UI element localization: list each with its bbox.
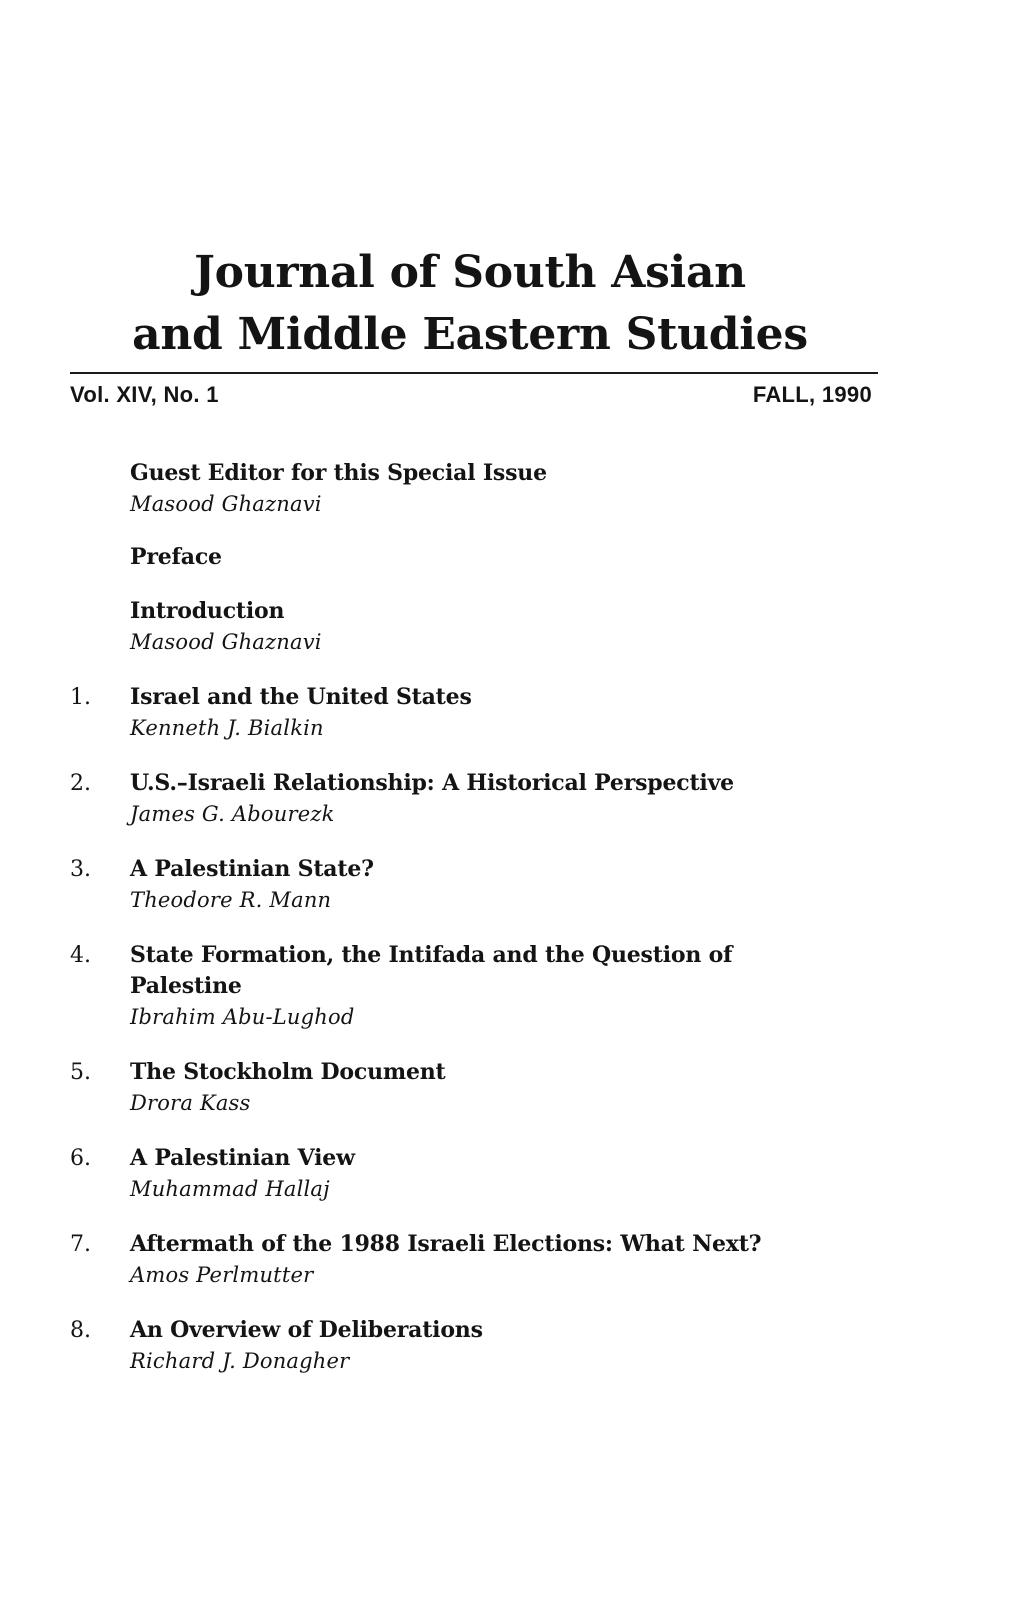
toc-entry-preface xyxy=(60,542,880,573)
toc-entry-article-1 xyxy=(60,682,880,743)
entry-number: 6. xyxy=(70,1146,91,1171)
entry-title: A Palestinian State? xyxy=(130,856,374,882)
entry-author: Amos Perlmutter xyxy=(130,1263,314,1287)
entry-author: Drora Kass xyxy=(130,1091,251,1115)
entry-title: State Formation, the Intifada and the Question of Palestine xyxy=(130,942,733,999)
toc-entry-guest-editor xyxy=(60,458,880,519)
issue-date: FALL, 1990 xyxy=(752,382,872,407)
toc-entry-introduction xyxy=(60,596,880,657)
title-rule xyxy=(70,372,878,374)
entry-title: U.S.–Israeli Relationship: A Historical Perspective xyxy=(130,770,734,796)
entry-number: 2. xyxy=(70,771,91,796)
entry-title: Aftermath of the 1988 Israeli Elections: What Next? xyxy=(130,1231,762,1257)
journal-title-line-1: Journal of South Asian xyxy=(194,247,746,298)
entry-author: Kenneth J. Bialkin xyxy=(130,716,324,740)
entry-author: Theodore R. Mann xyxy=(130,888,332,912)
table-of-contents xyxy=(60,458,880,1376)
entry-title: Introduction xyxy=(130,598,285,624)
entry-author: Masood Ghaznavi xyxy=(130,492,322,516)
entry-author: Ibrahim Abu-Lughod xyxy=(130,1005,355,1029)
toc-entry-article-6 xyxy=(60,1143,880,1204)
entry-number: 8. xyxy=(70,1318,91,1343)
entry-title: Israel and the United States xyxy=(130,684,472,710)
journal-title xyxy=(60,242,880,366)
entry-title: The Stockholm Document xyxy=(130,1059,446,1085)
entry-title: A Palestinian View xyxy=(130,1145,355,1171)
toc-entry-article-5 xyxy=(60,1057,880,1118)
toc-entry-article-3 xyxy=(60,854,880,915)
entry-author: Richard J. Donagher xyxy=(130,1349,350,1373)
toc-entry-article-7 xyxy=(60,1229,880,1290)
entry-author: James G. Abourezk xyxy=(130,802,335,826)
toc-entry-article-2 xyxy=(60,768,880,829)
entry-number: 5. xyxy=(70,1060,91,1085)
entry-author: Masood Ghaznavi xyxy=(130,630,322,654)
entry-author: Muhammad Hallaj xyxy=(130,1177,330,1201)
volume-number: Vol. XIV, No. 1 xyxy=(70,382,219,407)
entry-number: 3. xyxy=(70,857,91,882)
entry-title: An Overview of Deliberations xyxy=(130,1317,483,1343)
entry-title: Preface xyxy=(130,544,222,570)
entry-number: 7. xyxy=(70,1232,91,1257)
toc-entry-article-8 xyxy=(60,1315,880,1376)
toc-entry-article-4 xyxy=(60,940,880,1032)
entry-number: 1. xyxy=(70,685,91,710)
entry-number: 4. xyxy=(70,943,91,968)
journal-title-line-2: and Middle Eastern Studies xyxy=(132,309,808,360)
entry-title: Guest Editor for this Special Issue xyxy=(130,460,547,486)
